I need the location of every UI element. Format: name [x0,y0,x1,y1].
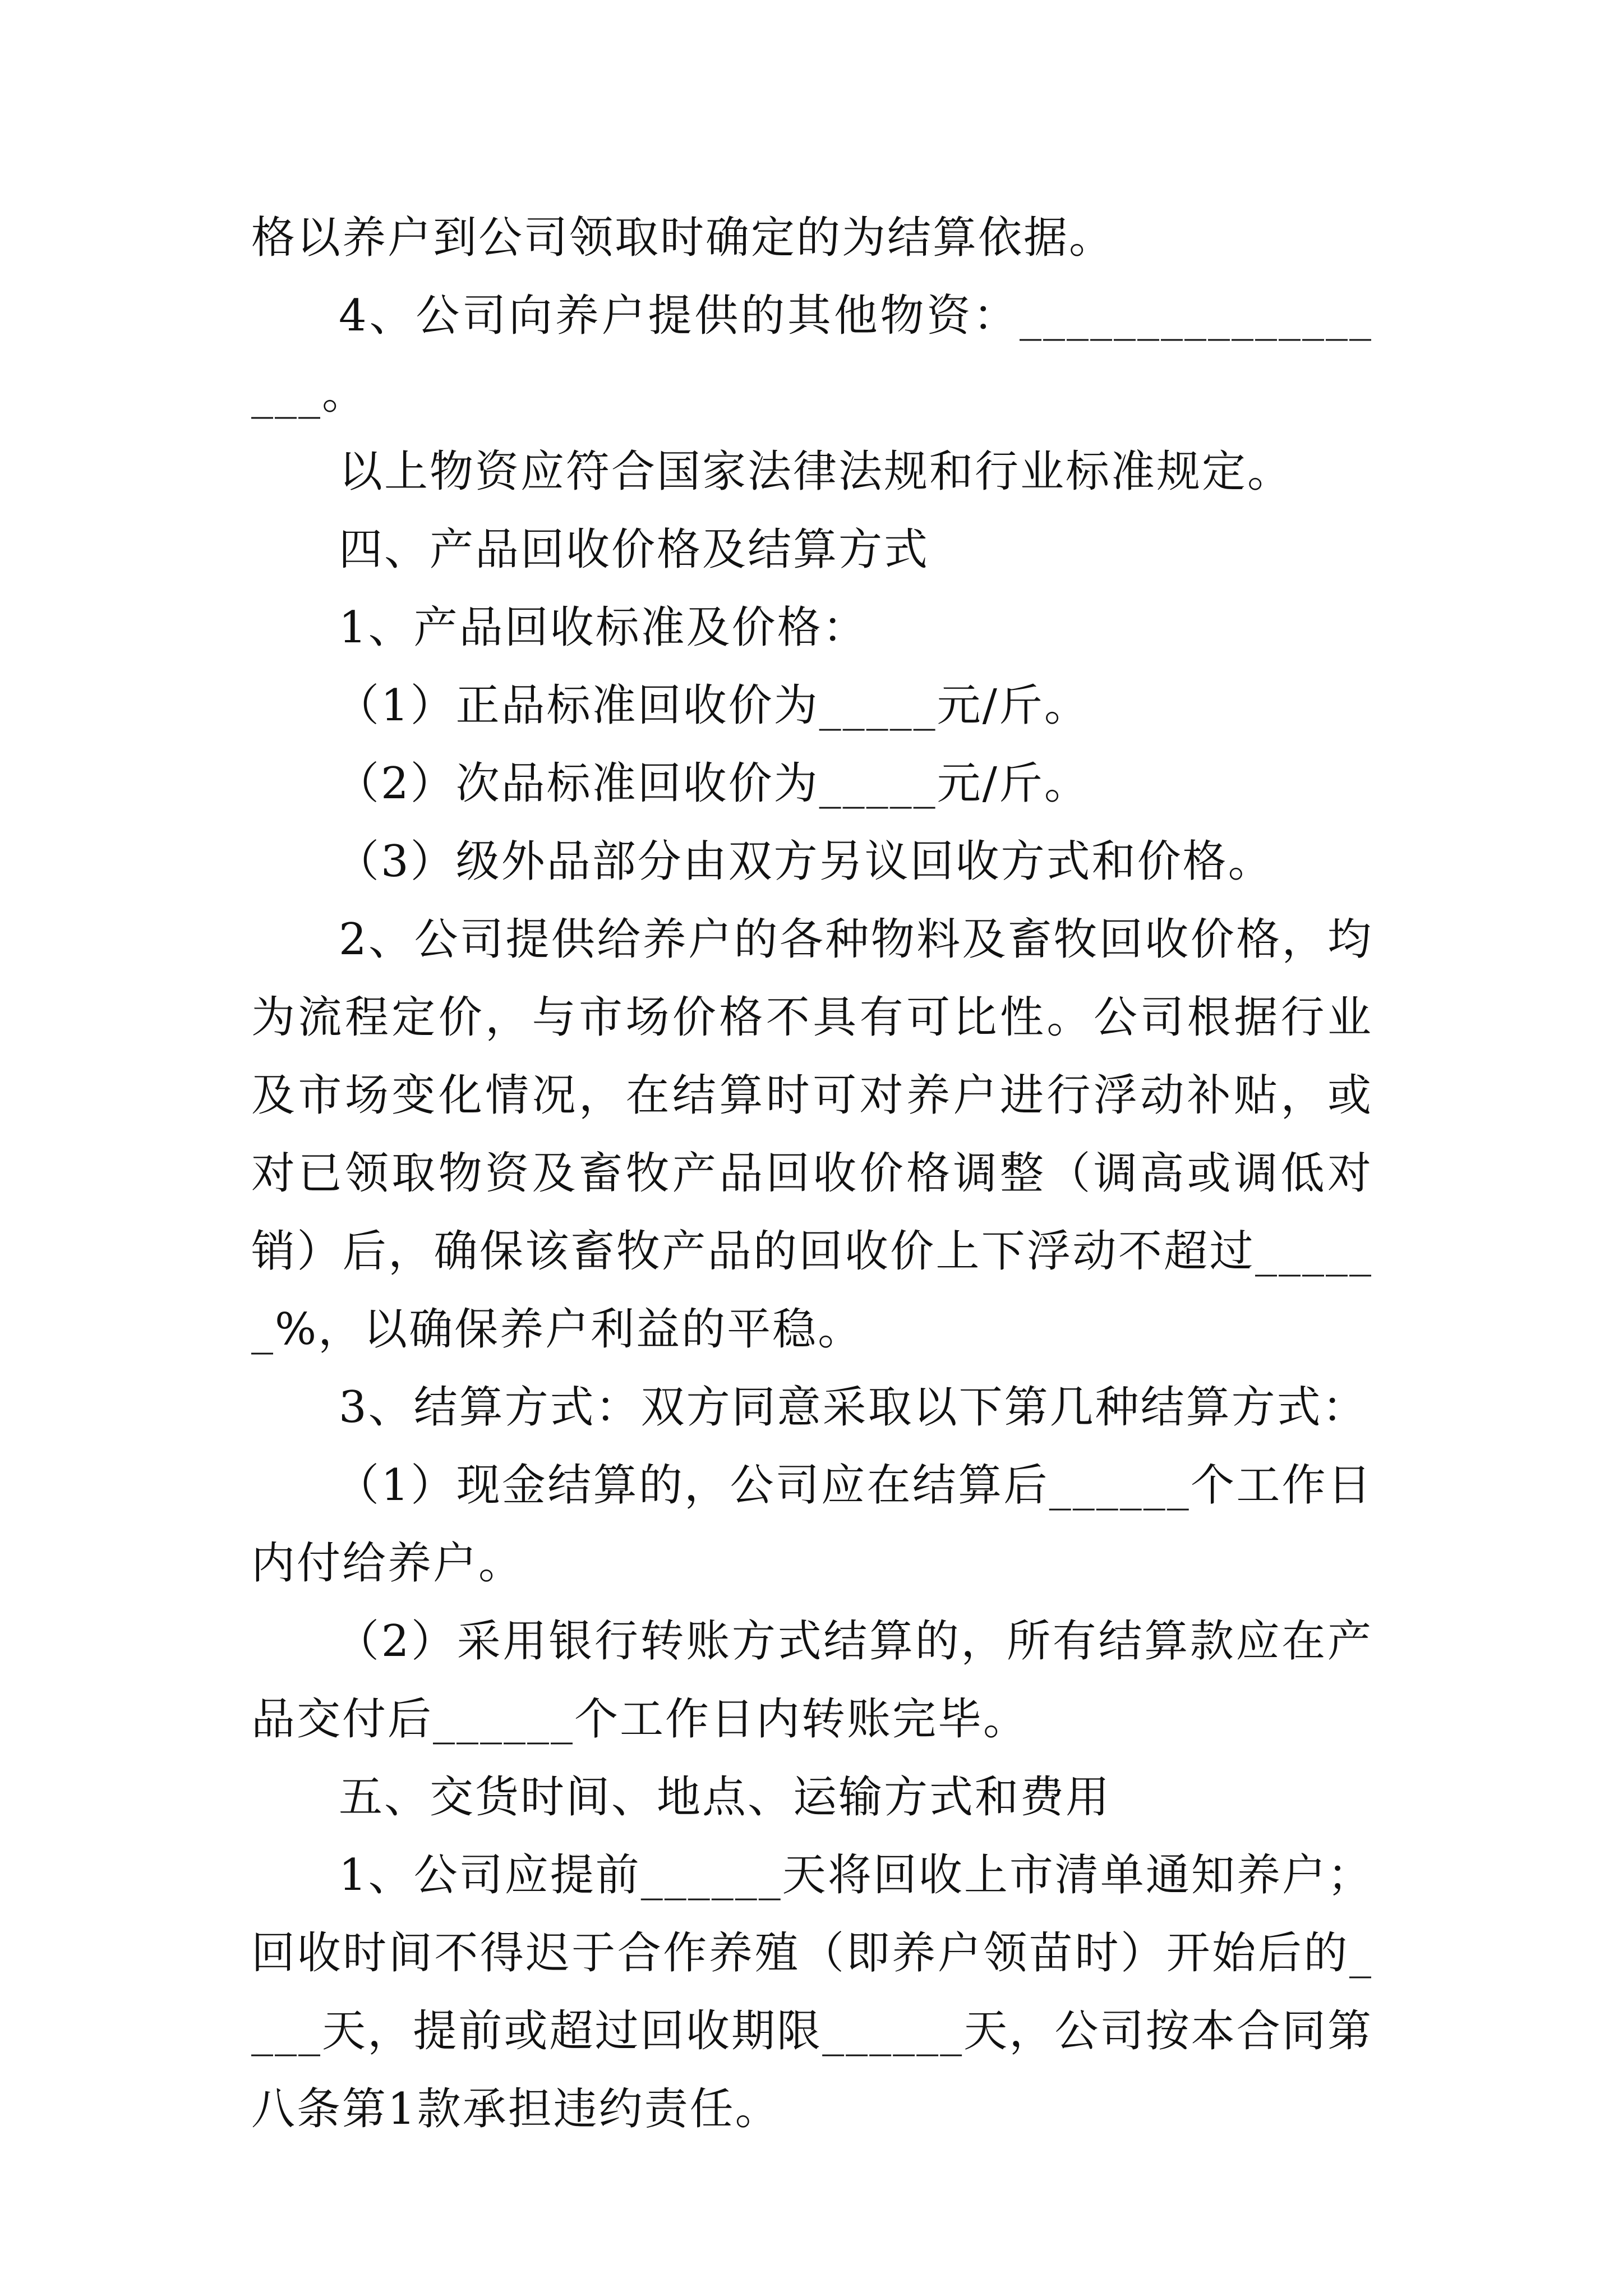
document-body [251,199,1373,2148]
paragraph-standards-compliance: 以上物资应符合国家法律法规和行业标准规定。 [339,447,1293,497]
section-heading-delivery: 五、交货时间、地点、运输方式和费用 [339,1772,1112,1823]
paragraph-settlement-basis: 格以养户到公司领取时确定的为结算依据。 [251,213,1115,263]
paragraph-other-materials: 4、公司向养户提供的其他物资：__________________。 [251,291,1373,419]
item-cash-settlement: （1）现金结算的，公司应在结算后______个工作日内付给养户。 [251,1460,1373,1589]
item-defective-price: （2）次品标准回收价为_____元/斤。 [335,758,1090,809]
item-bank-transfer: （2）采用银行转账方式结算的，所有结算款应在产品交付后______个工作日内转账完毕。 [251,1616,1373,1745]
paragraph-recovery-standard: 1、产品回收标准及价格： [339,602,868,653]
item-genuine-price: （1）正品标准回收价为_____元/斤。 [335,680,1090,731]
paragraph-delivery-notice: 1、公司应提前______天将回收上市清单通知养户；回收时间不得迟于合作养殖（即养户领苗时）开始后的____天，提前或超过回收期限______天，公司按本合同第八条第1款承担违约责任。 [251,1850,1373,2134]
paragraph-settlement-method: 3、结算方式：双方同意采取以下第几种结算方式： [339,1382,1368,1433]
item-off-grade: （3）级外品部分由双方另议回收方式和价格。 [335,836,1274,887]
section-heading-recovery-price: 四、产品回收价格及结算方式 [339,524,930,575]
paragraph-price-fluctuation: 2、公司提供给养户的各种物料及畜牧回收价格，均为流程定价，与市场价格不具有可比性。公司根据行业及市场变化情况，在结算时可对养户进行浮动补贴，或对已领取物资及畜牧产品回收价格调整（调高或调低对销）后，确保该畜牧产品的回收价上下浮动不超过______%，以确保养户利益的平稳。 [251,914,1373,1355]
